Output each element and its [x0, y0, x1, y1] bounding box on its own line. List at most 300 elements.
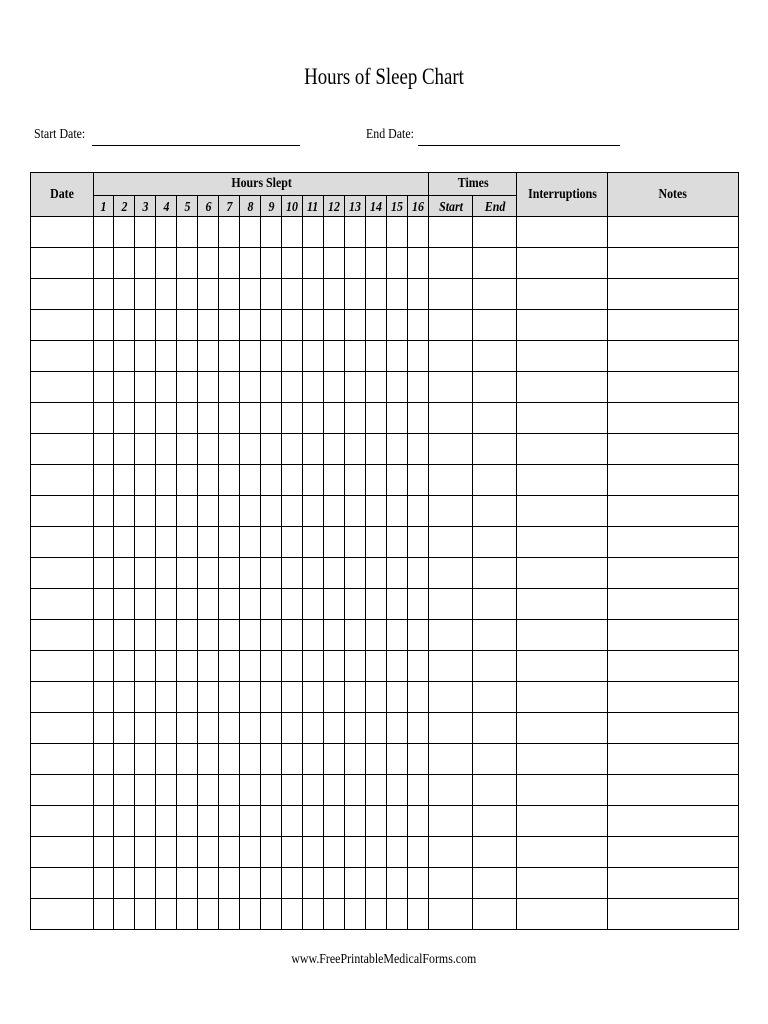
hour-cell[interactable]	[366, 217, 387, 248]
hour-cell[interactable]	[282, 837, 303, 868]
hour-cell[interactable]	[198, 713, 219, 744]
hour-cell[interactable]	[198, 620, 219, 651]
hour-cell[interactable]	[282, 651, 303, 682]
hour-cell[interactable]	[345, 651, 366, 682]
hour-cell[interactable]	[114, 341, 135, 372]
hour-cell[interactable]	[324, 465, 345, 496]
date-cell[interactable]	[31, 775, 94, 806]
hour-cell[interactable]	[303, 403, 324, 434]
interruptions-cell[interactable]	[517, 558, 608, 589]
hour-cell[interactable]	[240, 310, 261, 341]
hour-cell[interactable]	[114, 620, 135, 651]
hour-cell[interactable]	[387, 682, 408, 713]
end-time-cell[interactable]	[473, 651, 517, 682]
hour-cell[interactable]	[282, 248, 303, 279]
hour-cell[interactable]	[198, 806, 219, 837]
hour-cell[interactable]	[219, 651, 240, 682]
hour-cell[interactable]	[366, 279, 387, 310]
hour-cell[interactable]	[303, 899, 324, 930]
hour-cell[interactable]	[240, 558, 261, 589]
hour-cell[interactable]	[303, 682, 324, 713]
hour-cell[interactable]	[366, 558, 387, 589]
notes-cell[interactable]	[608, 217, 739, 248]
hour-cell[interactable]	[198, 372, 219, 403]
start-time-cell[interactable]	[429, 620, 473, 651]
hour-cell[interactable]	[198, 279, 219, 310]
hour-cell[interactable]	[198, 682, 219, 713]
start-date-field[interactable]	[92, 145, 300, 146]
hour-cell[interactable]	[240, 496, 261, 527]
hour-cell[interactable]	[261, 868, 282, 899]
hour-cell[interactable]	[177, 651, 198, 682]
hour-cell[interactable]	[156, 620, 177, 651]
end-time-cell[interactable]	[473, 248, 517, 279]
hour-cell[interactable]	[324, 248, 345, 279]
hour-cell[interactable]	[303, 868, 324, 899]
hour-cell[interactable]	[135, 217, 156, 248]
hour-cell[interactable]	[366, 713, 387, 744]
hour-cell[interactable]	[261, 496, 282, 527]
hour-cell[interactable]	[114, 775, 135, 806]
hour-cell[interactable]	[177, 465, 198, 496]
hour-cell[interactable]	[261, 713, 282, 744]
interruptions-cell[interactable]	[517, 868, 608, 899]
hour-cell[interactable]	[261, 310, 282, 341]
hour-cell[interactable]	[261, 434, 282, 465]
hour-cell[interactable]	[387, 837, 408, 868]
hour-cell[interactable]	[114, 465, 135, 496]
end-time-cell[interactable]	[473, 744, 517, 775]
hour-cell[interactable]	[177, 837, 198, 868]
hour-cell[interactable]	[324, 620, 345, 651]
hour-cell[interactable]	[240, 279, 261, 310]
hour-cell[interactable]	[282, 744, 303, 775]
hour-cell[interactable]	[408, 403, 429, 434]
hour-cell[interactable]	[408, 434, 429, 465]
date-cell[interactable]	[31, 713, 94, 744]
hour-cell[interactable]	[94, 713, 114, 744]
hour-cell[interactable]	[94, 651, 114, 682]
hour-cell[interactable]	[282, 465, 303, 496]
date-cell[interactable]	[31, 806, 94, 837]
hour-cell[interactable]	[387, 372, 408, 403]
hour-cell[interactable]	[366, 744, 387, 775]
hour-cell[interactable]	[240, 527, 261, 558]
hour-cell[interactable]	[408, 279, 429, 310]
hour-cell[interactable]	[324, 310, 345, 341]
hour-cell[interactable]	[114, 713, 135, 744]
end-time-cell[interactable]	[473, 217, 517, 248]
hour-cell[interactable]	[366, 837, 387, 868]
date-cell[interactable]	[31, 434, 94, 465]
hour-cell[interactable]	[240, 589, 261, 620]
hour-cell[interactable]	[219, 837, 240, 868]
notes-cell[interactable]	[608, 620, 739, 651]
hour-cell[interactable]	[135, 651, 156, 682]
hour-cell[interactable]	[408, 465, 429, 496]
hour-cell[interactable]	[303, 837, 324, 868]
hour-cell[interactable]	[135, 744, 156, 775]
hour-cell[interactable]	[177, 558, 198, 589]
hour-cell[interactable]	[324, 527, 345, 558]
hour-cell[interactable]	[177, 310, 198, 341]
start-time-cell[interactable]	[429, 744, 473, 775]
hour-cell[interactable]	[135, 868, 156, 899]
hour-cell[interactable]	[114, 434, 135, 465]
hour-cell[interactable]	[282, 589, 303, 620]
footer-url[interactable]: www.FreePrintableMedicalForms.com	[291, 952, 477, 967]
notes-cell[interactable]	[608, 310, 739, 341]
hour-cell[interactable]	[345, 248, 366, 279]
hour-cell[interactable]	[114, 403, 135, 434]
hour-cell[interactable]	[324, 682, 345, 713]
hour-cell[interactable]	[240, 620, 261, 651]
hour-cell[interactable]	[324, 744, 345, 775]
hour-cell[interactable]	[387, 558, 408, 589]
start-time-cell[interactable]	[429, 868, 473, 899]
hour-cell[interactable]	[198, 248, 219, 279]
hour-cell[interactable]	[219, 310, 240, 341]
hour-cell[interactable]	[366, 248, 387, 279]
hour-cell[interactable]	[156, 465, 177, 496]
hour-cell[interactable]	[94, 403, 114, 434]
hour-cell[interactable]	[219, 465, 240, 496]
hour-cell[interactable]	[114, 682, 135, 713]
interruptions-cell[interactable]	[517, 775, 608, 806]
hour-cell[interactable]	[345, 682, 366, 713]
hour-cell[interactable]	[114, 372, 135, 403]
hour-cell[interactable]	[135, 682, 156, 713]
hour-cell[interactable]	[261, 744, 282, 775]
hour-cell[interactable]	[114, 558, 135, 589]
hour-cell[interactable]	[324, 806, 345, 837]
hour-cell[interactable]	[282, 558, 303, 589]
end-time-cell[interactable]	[473, 496, 517, 527]
start-time-cell[interactable]	[429, 682, 473, 713]
end-time-cell[interactable]	[473, 341, 517, 372]
start-time-cell[interactable]	[429, 589, 473, 620]
hour-cell[interactable]	[135, 713, 156, 744]
hour-cell[interactable]	[261, 806, 282, 837]
hour-cell[interactable]	[408, 806, 429, 837]
interruptions-cell[interactable]	[517, 620, 608, 651]
hour-cell[interactable]	[345, 558, 366, 589]
hour-cell[interactable]	[219, 403, 240, 434]
hour-cell[interactable]	[408, 310, 429, 341]
notes-cell[interactable]	[608, 899, 739, 930]
hour-cell[interactable]	[94, 217, 114, 248]
hour-cell[interactable]	[135, 899, 156, 930]
hour-cell[interactable]	[198, 465, 219, 496]
end-time-cell[interactable]	[473, 682, 517, 713]
notes-cell[interactable]	[608, 713, 739, 744]
hour-cell[interactable]	[94, 279, 114, 310]
hour-cell[interactable]	[324, 341, 345, 372]
end-time-cell[interactable]	[473, 775, 517, 806]
hour-cell[interactable]	[219, 434, 240, 465]
hour-cell[interactable]	[324, 868, 345, 899]
hour-cell[interactable]	[303, 434, 324, 465]
hour-cell[interactable]	[177, 899, 198, 930]
hour-cell[interactable]	[261, 372, 282, 403]
hour-cell[interactable]	[219, 589, 240, 620]
start-time-cell[interactable]	[429, 372, 473, 403]
start-time-cell[interactable]	[429, 403, 473, 434]
hour-cell[interactable]	[240, 837, 261, 868]
hour-cell[interactable]	[177, 248, 198, 279]
hour-cell[interactable]	[282, 527, 303, 558]
hour-cell[interactable]	[177, 372, 198, 403]
hour-cell[interactable]	[114, 589, 135, 620]
hour-cell[interactable]	[345, 341, 366, 372]
notes-cell[interactable]	[608, 465, 739, 496]
notes-cell[interactable]	[608, 248, 739, 279]
hour-cell[interactable]	[135, 341, 156, 372]
hour-cell[interactable]	[219, 682, 240, 713]
hour-cell[interactable]	[198, 589, 219, 620]
notes-cell[interactable]	[608, 434, 739, 465]
hour-cell[interactable]	[94, 806, 114, 837]
end-time-cell[interactable]	[473, 837, 517, 868]
hour-cell[interactable]	[345, 403, 366, 434]
hour-cell[interactable]	[303, 465, 324, 496]
interruptions-cell[interactable]	[517, 589, 608, 620]
hour-cell[interactable]	[261, 682, 282, 713]
hour-cell[interactable]	[324, 899, 345, 930]
hour-cell[interactable]	[219, 279, 240, 310]
end-time-cell[interactable]	[473, 434, 517, 465]
end-time-cell[interactable]	[473, 806, 517, 837]
hour-cell[interactable]	[303, 341, 324, 372]
hour-cell[interactable]	[387, 868, 408, 899]
hour-cell[interactable]	[114, 651, 135, 682]
hour-cell[interactable]	[324, 589, 345, 620]
end-time-cell[interactable]	[473, 279, 517, 310]
hour-cell[interactable]	[345, 434, 366, 465]
hour-cell[interactable]	[345, 620, 366, 651]
hour-cell[interactable]	[345, 868, 366, 899]
hour-cell[interactable]	[345, 372, 366, 403]
hour-cell[interactable]	[303, 217, 324, 248]
hour-cell[interactable]	[366, 775, 387, 806]
hour-cell[interactable]	[324, 558, 345, 589]
hour-cell[interactable]	[324, 496, 345, 527]
hour-cell[interactable]	[177, 341, 198, 372]
hour-cell[interactable]	[177, 217, 198, 248]
end-time-cell[interactable]	[473, 403, 517, 434]
hour-cell[interactable]	[303, 713, 324, 744]
hour-cell[interactable]	[345, 713, 366, 744]
hour-cell[interactable]	[345, 527, 366, 558]
end-time-cell[interactable]	[473, 372, 517, 403]
start-time-cell[interactable]	[429, 651, 473, 682]
hour-cell[interactable]	[387, 434, 408, 465]
hour-cell[interactable]	[345, 744, 366, 775]
hour-cell[interactable]	[219, 713, 240, 744]
start-time-cell[interactable]	[429, 806, 473, 837]
notes-cell[interactable]	[608, 589, 739, 620]
hour-cell[interactable]	[387, 465, 408, 496]
end-time-cell[interactable]	[473, 527, 517, 558]
hour-cell[interactable]	[156, 744, 177, 775]
hour-cell[interactable]	[177, 744, 198, 775]
interruptions-cell[interactable]	[517, 837, 608, 868]
notes-cell[interactable]	[608, 806, 739, 837]
hour-cell[interactable]	[135, 279, 156, 310]
hour-cell[interactable]	[282, 217, 303, 248]
hour-cell[interactable]	[408, 620, 429, 651]
hour-cell[interactable]	[387, 248, 408, 279]
hour-cell[interactable]	[303, 775, 324, 806]
start-time-cell[interactable]	[429, 558, 473, 589]
hour-cell[interactable]	[345, 589, 366, 620]
hour-cell[interactable]	[387, 806, 408, 837]
hour-cell[interactable]	[324, 837, 345, 868]
hour-cell[interactable]	[177, 806, 198, 837]
hour-cell[interactable]	[94, 496, 114, 527]
hour-cell[interactable]	[366, 806, 387, 837]
interruptions-cell[interactable]	[517, 341, 608, 372]
hour-cell[interactable]	[177, 589, 198, 620]
hour-cell[interactable]	[156, 496, 177, 527]
hour-cell[interactable]	[177, 279, 198, 310]
hour-cell[interactable]	[135, 775, 156, 806]
hour-cell[interactable]	[408, 496, 429, 527]
hour-cell[interactable]	[156, 248, 177, 279]
hour-cell[interactable]	[408, 713, 429, 744]
hour-cell[interactable]	[282, 310, 303, 341]
hour-cell[interactable]	[219, 217, 240, 248]
hour-cell[interactable]	[177, 527, 198, 558]
interruptions-cell[interactable]	[517, 744, 608, 775]
hour-cell[interactable]	[114, 248, 135, 279]
hour-cell[interactable]	[198, 558, 219, 589]
hour-cell[interactable]	[198, 341, 219, 372]
interruptions-cell[interactable]	[517, 403, 608, 434]
hour-cell[interactable]	[156, 682, 177, 713]
hour-cell[interactable]	[94, 248, 114, 279]
start-time-cell[interactable]	[429, 279, 473, 310]
interruptions-cell[interactable]	[517, 527, 608, 558]
start-time-cell[interactable]	[429, 527, 473, 558]
hour-cell[interactable]	[303, 558, 324, 589]
hour-cell[interactable]	[219, 341, 240, 372]
hour-cell[interactable]	[177, 496, 198, 527]
hour-cell[interactable]	[219, 775, 240, 806]
hour-cell[interactable]	[282, 403, 303, 434]
hour-cell[interactable]	[240, 434, 261, 465]
date-cell[interactable]	[31, 558, 94, 589]
hour-cell[interactable]	[219, 806, 240, 837]
start-time-cell[interactable]	[429, 713, 473, 744]
hour-cell[interactable]	[240, 217, 261, 248]
hour-cell[interactable]	[114, 310, 135, 341]
hour-cell[interactable]	[303, 372, 324, 403]
hour-cell[interactable]	[324, 434, 345, 465]
hour-cell[interactable]	[135, 403, 156, 434]
notes-cell[interactable]	[608, 341, 739, 372]
date-cell[interactable]	[31, 589, 94, 620]
hour-cell[interactable]	[114, 868, 135, 899]
hour-cell[interactable]	[114, 279, 135, 310]
start-time-cell[interactable]	[429, 775, 473, 806]
hour-cell[interactable]	[240, 341, 261, 372]
interruptions-cell[interactable]	[517, 434, 608, 465]
hour-cell[interactable]	[198, 775, 219, 806]
hour-cell[interactable]	[198, 527, 219, 558]
hour-cell[interactable]	[282, 496, 303, 527]
date-cell[interactable]	[31, 682, 94, 713]
hour-cell[interactable]	[324, 372, 345, 403]
hour-cell[interactable]	[387, 775, 408, 806]
hour-cell[interactable]	[408, 558, 429, 589]
hour-cell[interactable]	[156, 589, 177, 620]
start-time-cell[interactable]	[429, 899, 473, 930]
date-cell[interactable]	[31, 279, 94, 310]
hour-cell[interactable]	[198, 217, 219, 248]
hour-cell[interactable]	[156, 279, 177, 310]
hour-cell[interactable]	[177, 403, 198, 434]
hour-cell[interactable]	[261, 465, 282, 496]
date-cell[interactable]	[31, 837, 94, 868]
hour-cell[interactable]	[177, 868, 198, 899]
hour-cell[interactable]	[408, 341, 429, 372]
hour-cell[interactable]	[345, 899, 366, 930]
date-cell[interactable]	[31, 217, 94, 248]
hour-cell[interactable]	[94, 372, 114, 403]
hour-cell[interactable]	[94, 837, 114, 868]
hour-cell[interactable]	[177, 434, 198, 465]
start-time-cell[interactable]	[429, 837, 473, 868]
hour-cell[interactable]	[240, 372, 261, 403]
notes-cell[interactable]	[608, 682, 739, 713]
hour-cell[interactable]	[408, 651, 429, 682]
hour-cell[interactable]	[94, 868, 114, 899]
end-time-cell[interactable]	[473, 713, 517, 744]
hour-cell[interactable]	[408, 775, 429, 806]
notes-cell[interactable]	[608, 775, 739, 806]
hour-cell[interactable]	[408, 248, 429, 279]
hour-cell[interactable]	[408, 837, 429, 868]
hour-cell[interactable]	[261, 527, 282, 558]
hour-cell[interactable]	[240, 775, 261, 806]
hour-cell[interactable]	[156, 403, 177, 434]
hour-cell[interactable]	[219, 372, 240, 403]
interruptions-cell[interactable]	[517, 248, 608, 279]
hour-cell[interactable]	[198, 403, 219, 434]
date-cell[interactable]	[31, 620, 94, 651]
hour-cell[interactable]	[219, 248, 240, 279]
hour-cell[interactable]	[219, 496, 240, 527]
hour-cell[interactable]	[345, 806, 366, 837]
hour-cell[interactable]	[408, 372, 429, 403]
hour-cell[interactable]	[261, 279, 282, 310]
interruptions-cell[interactable]	[517, 372, 608, 403]
hour-cell[interactable]	[366, 899, 387, 930]
end-time-cell[interactable]	[473, 310, 517, 341]
hour-cell[interactable]	[303, 496, 324, 527]
hour-cell[interactable]	[177, 620, 198, 651]
hour-cell[interactable]	[366, 868, 387, 899]
hour-cell[interactable]	[156, 558, 177, 589]
interruptions-cell[interactable]	[517, 806, 608, 837]
hour-cell[interactable]	[135, 589, 156, 620]
date-cell[interactable]	[31, 868, 94, 899]
hour-cell[interactable]	[198, 899, 219, 930]
hour-cell[interactable]	[282, 899, 303, 930]
hour-cell[interactable]	[366, 651, 387, 682]
notes-cell[interactable]	[608, 372, 739, 403]
